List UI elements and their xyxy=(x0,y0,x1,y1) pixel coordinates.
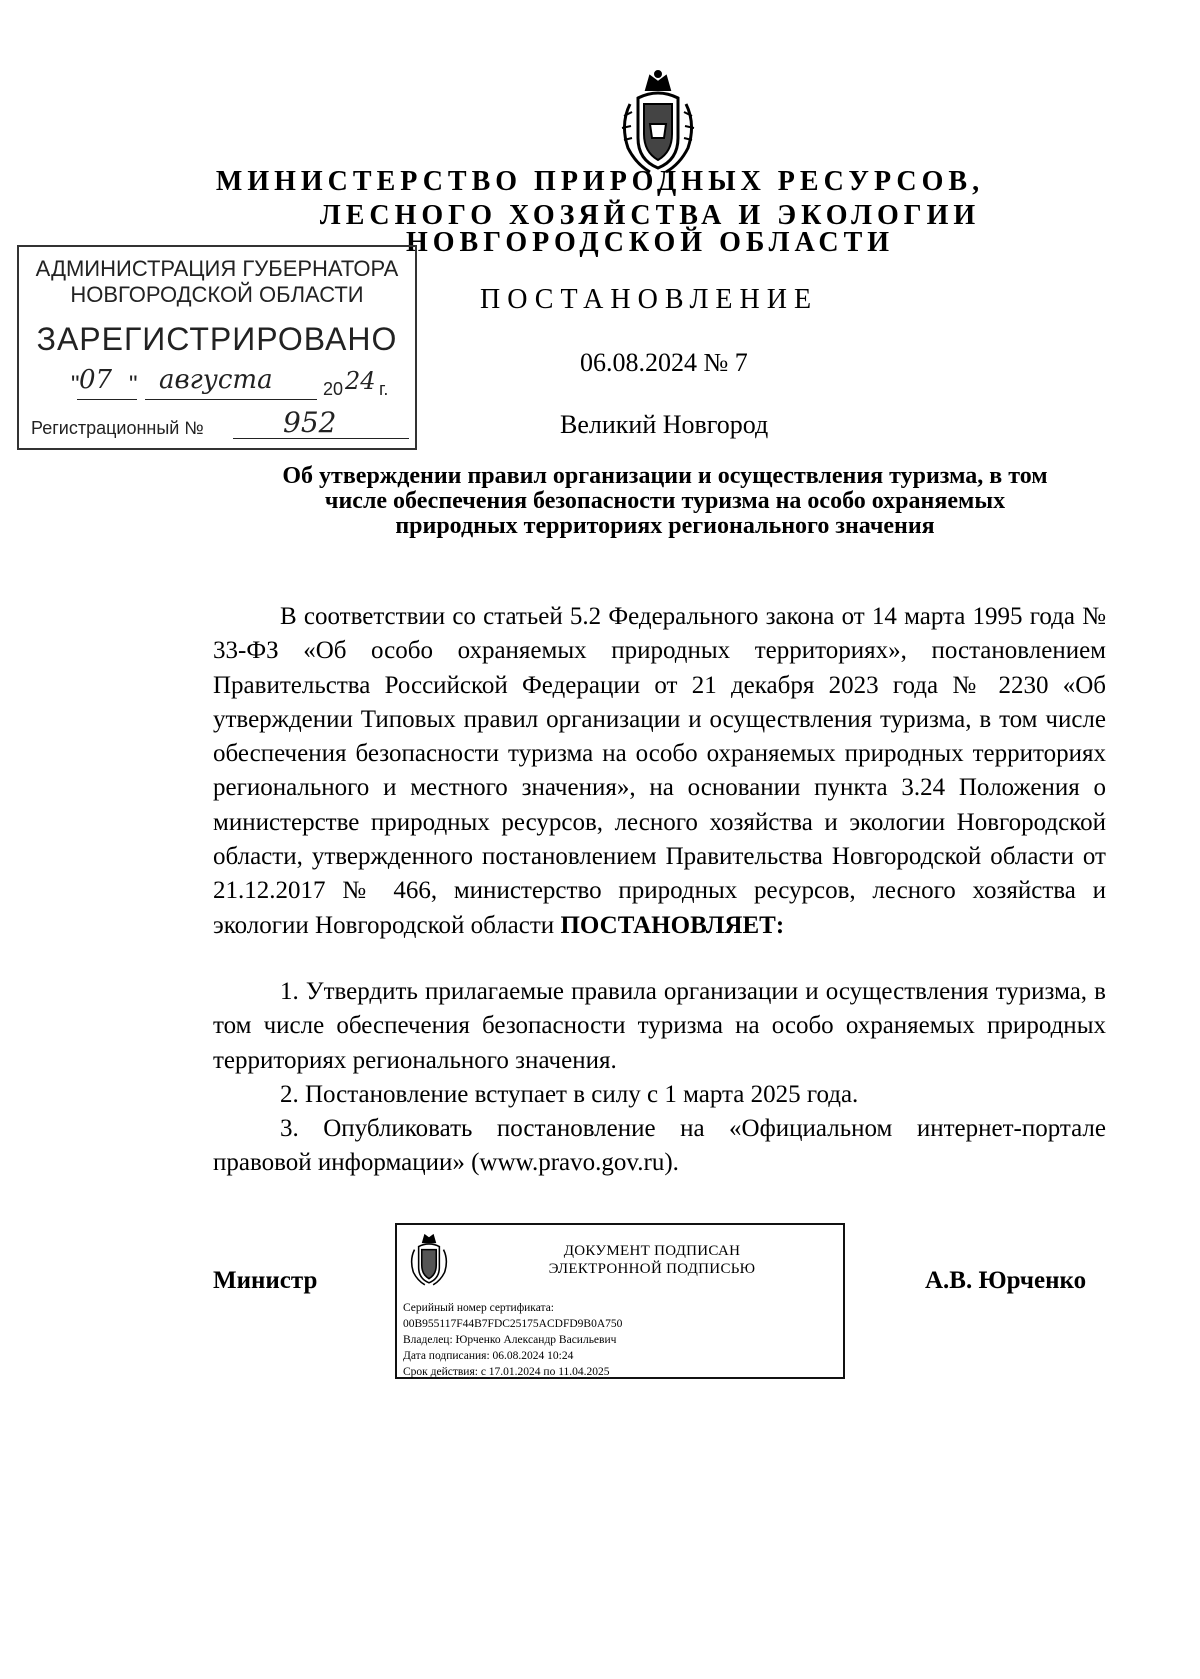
signatory-name: А.В. Юрченко xyxy=(925,1267,1087,1294)
document-title-line-1: Об утверждении правил организации и осуществления туризма, в том xyxy=(282,463,1048,489)
body-paragraph-4: 3. Опубликовать постановление на «Официальном интернет-портале правовой информации» (www.pravo.gov.ru). xyxy=(213,1115,1106,1177)
esig-title-1: ДОКУМЕНТ ПОДПИСАН xyxy=(563,1243,741,1259)
body-paragraph-2: 1. Утвердить прилагаемые правила организации и осуществления туризма, в том числе обеспечения безопасности туризма на особо охраняемых природных территориях регионального значения. xyxy=(213,978,1106,1074)
stamp-number-row xyxy=(31,406,413,442)
coat-of-arms-icon xyxy=(616,68,700,180)
document-title-line-3: природных территориях регионального значения xyxy=(395,513,935,539)
stamp-line-2: НОВГОРОДСКОЙ ОБЛАСТИ xyxy=(70,282,364,307)
document-title-line-2: числе обеспечения безопасности туризма на особо охраняемых xyxy=(324,488,1006,514)
stamp-reg-number: 952 xyxy=(283,406,337,439)
stamp-line-1: АДМИНИСТРАЦИЯ ГУБЕРНАТОРА xyxy=(35,256,399,281)
body-paragraph-1-text: В соответствии со статьей 5.2 Федерального закона от 14 марта 1995 года № 33-ФЗ «Об особо охраняемых природных территориях», постановлением Правительства Российской Федерации от 21 декабря 2023 года № 2230 «Об утверждении Типовых правил организации и осуществления туризма, в том числе обеспечения безопасности туризма на особо охраняемых природных территориях регионального и местного значения», на основании пункта 3.24 Положения о министерстве природных ресурсов, лесного хозяйства и экологии Новгородской области, утвержденного постановлением Правительства Новгородской области от 21.12.2017 № 466, министерство природных ресурсов, лесного хозяйства и экологии Новгородской области xyxy=(213,603,1106,939)
registration-stamp xyxy=(17,245,417,450)
stamp-reg-number-label: Регистрационный № xyxy=(31,418,204,438)
ministry-name-line-3: НОВГОРОДСКОЙ ОБЛАСТИ xyxy=(405,227,895,258)
document-city: Великий Новгород xyxy=(560,410,769,439)
stamp-year-prefix: 20 xyxy=(323,379,344,399)
stamp-quote-close: " xyxy=(129,371,138,398)
decree-word: ПОСТАНОВЛЯЕТ: xyxy=(560,911,785,939)
body-paragraph-1 xyxy=(213,600,1106,943)
esig-title-2: ЭЛЕКТРОННОЙ ПОДПИСЬЮ xyxy=(548,1261,756,1277)
esig-validity: Срок действия: с 17.01.2024 по 11.04.2025 xyxy=(403,1366,610,1378)
stamp-month: августа xyxy=(159,365,273,395)
stamp-status: ЗАРЕГИСТРИРОВАНО xyxy=(36,321,398,357)
stamp-quote-open: " xyxy=(71,371,80,398)
stamp-day: 07 xyxy=(79,365,113,395)
body-paragraph-3: 2. Постановление вступает в силу с 1 марта 2025 года. xyxy=(280,1081,859,1108)
electronic-signature-stamp xyxy=(395,1223,845,1379)
document-date-number: 06.08.2024 № 7 xyxy=(580,348,748,377)
esig-serial-label: Серийный номер сертификата: xyxy=(403,1302,554,1314)
esig-serial: 00B955117F44B7FDC25175ACDFD9B0A750 xyxy=(403,1318,623,1330)
ministry-name-line-1: МИНИСТЕРСТВО ПРИРОДНЫХ РЕСУРСОВ, xyxy=(215,166,985,197)
stamp-year-unit: г. xyxy=(379,379,389,399)
stamp-date-row xyxy=(33,365,403,405)
stamp-year-suffix: 24 xyxy=(345,367,376,395)
coat-of-arms-icon xyxy=(407,1231,451,1289)
signatory-position: Министр xyxy=(213,1267,318,1294)
ministry-name-line-2: ЛЕСНОГО ХОЗЯЙСТВА И ЭКОЛОГИИ xyxy=(319,200,981,231)
document-type: ПОСТАНОВЛЕНИЕ xyxy=(480,284,819,315)
esig-owner: Владелец: Юрченко Александр Васильевич xyxy=(403,1334,617,1346)
esig-signed-date: Дата подписания: 06.08.2024 10:24 xyxy=(403,1350,574,1362)
